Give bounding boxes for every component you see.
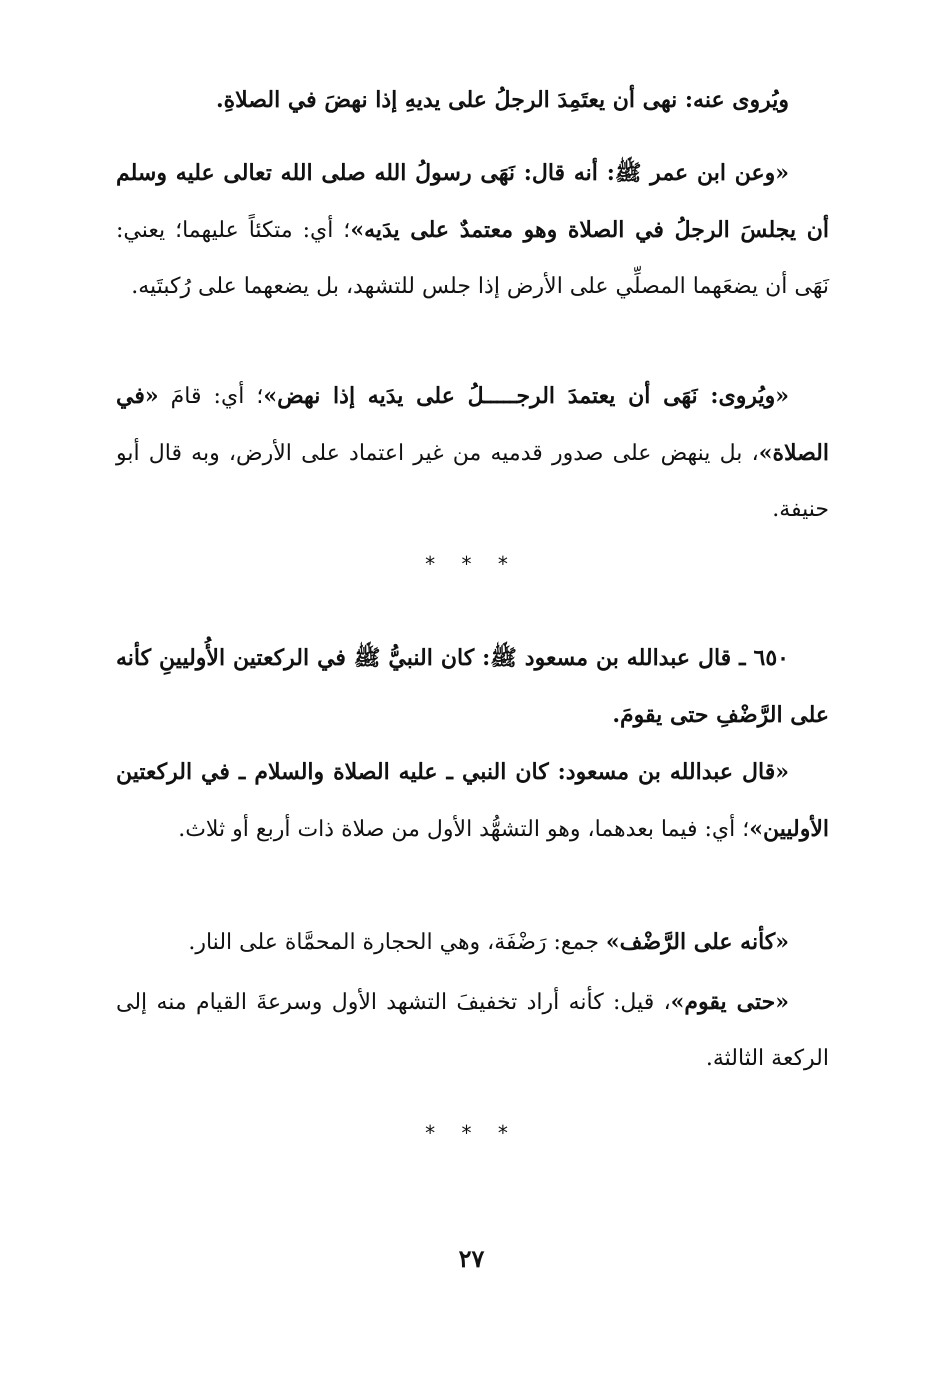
paragraph-3	[116, 368, 829, 538]
paragraph-3-segment-3: «في الصلاة»	[116, 383, 829, 466]
paragraph-5	[116, 744, 829, 858]
paragraph-6-segment-2: جمع: رَضْفَة، وهي الحجارة المحمَّاة على النار.	[188, 930, 606, 955]
paragraph-4-segment-1: ٦٥٠ ـ قال عبدالله بن مسعود ﷺ: كان النبيُّ ﷺ في الركعتين الأُوليينِ كأنه على الرَّضْفِ حتى يقومَ.	[116, 645, 829, 728]
paragraph-6-segment-1: «كأنه على الرَّضْف»	[605, 929, 789, 955]
paragraph-2-segment-1: «وعن ابن عمر ﷺ: أنه قال: نَهَى رسولُ الله صلى الله تعالى عليه وسلم أن يجلسَ الرجلُ في الصلاة وهو معتمدٌ على يدَيه»	[116, 160, 830, 243]
paragraph-7-segment-1: «حتى يقوم»	[670, 989, 789, 1015]
hadith-650	[116, 630, 829, 744]
paragraph-7-segment-2: ، قيل: كأنه أراد تخفيفَ التشهد الأول وسرعةَ القيام منه إلى الركعة الثالثة.	[116, 990, 829, 1071]
paragraph-5-segment-1: «قال عبدالله بن مسعود: كان النبي ـ عليه الصلاة والسلام ـ في الركعتين الأوليين»	[116, 759, 829, 842]
paragraph-3-segment-4: ، بل ينهض على صدور قدميه من غير اعتماد على الأرض، وبه قال أبو حنيفة.	[116, 441, 829, 522]
paragraph-5-segment-2: ؛ أي: فيما بعدهما، وهو التشهُّد الأول من صلاة ذات أربع أو ثلاث.	[178, 817, 750, 842]
paragraph-1	[116, 72, 829, 129]
paragraph-6	[116, 914, 829, 971]
paragraph-7	[116, 974, 829, 1087]
paragraph-1-segment-1: ويُروى عنه: نهى أن يعتَمِدَ الرجلُ على يديهِ إذا نهضَ في الصلاةِ.	[215, 87, 789, 113]
page-number: ٢٧	[458, 1244, 485, 1273]
section-separator-1: * * *	[425, 552, 518, 576]
paragraph-2-segment-2: ؛ أي: متكئاً عليهما؛ يعني: نَهَى أن يضعَهما المصلِّي على الأرض إذا جلس للتشهد، بل يضعهما على رُكبتَيه.	[116, 218, 829, 299]
paragraph-3-segment-1: «ويُروى: نَهَى أن يعتمدَ الرجـــــلُ على يدَيه إذا نهض»	[263, 383, 789, 409]
paragraph-2	[116, 145, 829, 315]
section-separator-2: * * *	[425, 1121, 518, 1145]
paragraph-3-segment-2: ؛ أي: قامَ	[158, 384, 264, 409]
